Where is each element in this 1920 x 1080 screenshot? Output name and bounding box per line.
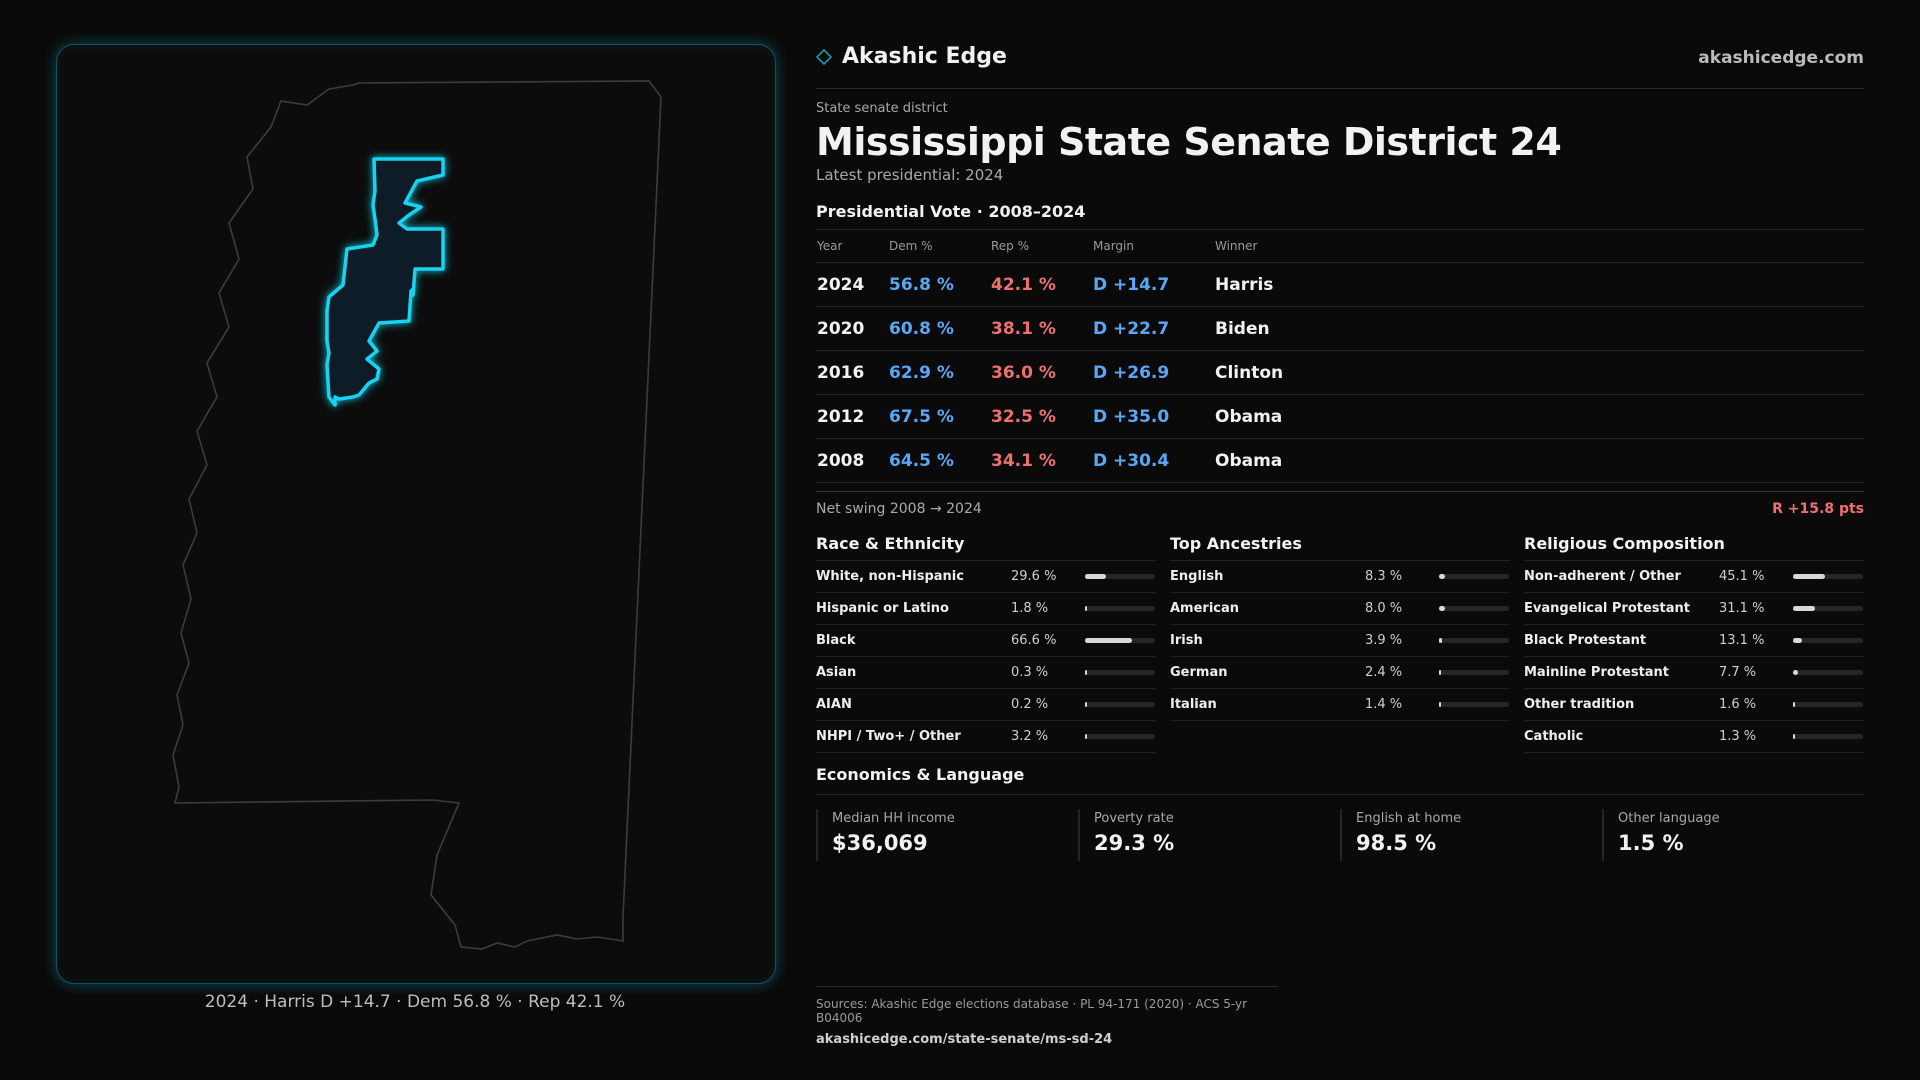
economics-title: Economics & Language <box>816 765 1025 784</box>
race-bar <box>1085 734 1155 739</box>
religion-bar-fill <box>1793 670 1798 675</box>
stat-label: Other language <box>1618 811 1720 826</box>
stat-other-language <box>1602 809 1864 861</box>
race-value: 29.6 % <box>1011 569 1057 584</box>
row-rep: 42.1 % <box>990 263 1092 307</box>
race-label: Black <box>816 633 856 648</box>
ancestry-row <box>1170 689 1510 721</box>
col-dem: Dem % <box>888 230 990 263</box>
table-row <box>816 351 1864 395</box>
economics-stats <box>816 809 1864 861</box>
row-year: 2012 <box>816 395 888 439</box>
religion-label: Evangelical Protestant <box>1524 601 1690 616</box>
brand-url-link[interactable]: akashicedge.com <box>1698 48 1864 68</box>
ancestry-bar-fill <box>1439 670 1441 675</box>
row-year: 2020 <box>816 307 888 351</box>
race-bar-fill <box>1085 638 1132 643</box>
ancestry-list <box>1170 561 1510 721</box>
ancestry-value: 8.3 % <box>1365 569 1403 584</box>
net-swing-value: R +15.8 pts <box>1772 501 1864 517</box>
row-winner: Harris <box>1214 263 1864 307</box>
ancestry-bar-fill <box>1439 574 1445 579</box>
religion-row <box>1524 561 1864 593</box>
stat-label: Median HH income <box>832 811 955 826</box>
religion-value: 31.1 % <box>1719 601 1765 616</box>
stat-value: 1.5 % <box>1618 831 1684 855</box>
vote-table <box>816 230 1864 483</box>
table-row <box>816 307 1864 351</box>
race-title: Race & Ethnicity <box>816 528 1156 561</box>
religion-row <box>1524 689 1864 721</box>
brand-name: Akashic Edge <box>842 44 1007 69</box>
religion-title: Religious Composition <box>1524 528 1864 561</box>
col-year: Year <box>816 230 888 263</box>
row-rep: 34.1 % <box>990 439 1092 483</box>
row-winner: Obama <box>1214 395 1864 439</box>
religion-label: Other tradition <box>1524 697 1635 712</box>
brand[interactable] <box>816 44 1007 69</box>
ancestry-value: 2.4 % <box>1365 665 1403 680</box>
diamond-icon <box>816 49 832 65</box>
religion-bar-fill <box>1793 606 1815 611</box>
religion-bar <box>1793 574 1863 579</box>
religion-row <box>1524 657 1864 689</box>
col-margin: Margin <box>1092 230 1214 263</box>
stat-value: 98.5 % <box>1356 831 1437 855</box>
race-bar <box>1085 670 1155 675</box>
religion-value: 7.7 % <box>1719 665 1757 680</box>
top-ancestries <box>1170 528 1510 753</box>
sources-text: Sources: Akashic Edge elections database · PL 94-171 (2020) · ACS 5-yr B04006 <box>816 997 1248 1025</box>
race-bar <box>1085 638 1155 643</box>
ancestry-value: 3.9 % <box>1365 633 1403 648</box>
map-panel[interactable] <box>56 44 776 984</box>
stat-label: English at home <box>1356 811 1462 826</box>
race-row <box>816 625 1156 657</box>
row-year: 2008 <box>816 439 888 483</box>
religion-value: 13.1 % <box>1719 633 1765 648</box>
religion-label: Catholic <box>1524 729 1584 744</box>
race-bar <box>1085 606 1155 611</box>
ancestry-bar <box>1439 702 1509 707</box>
stat-label: Poverty rate <box>1094 811 1174 826</box>
race-row <box>816 689 1156 721</box>
race-ethnicity <box>816 528 1156 753</box>
race-list <box>816 561 1156 753</box>
row-dem: 62.9 % <box>888 351 990 395</box>
row-dem: 64.5 % <box>888 439 990 483</box>
race-label: Asian <box>816 665 857 680</box>
vote-table-header <box>816 230 1864 263</box>
ancestry-row <box>1170 625 1510 657</box>
ancestry-row <box>1170 593 1510 625</box>
race-label: AIAN <box>816 697 852 712</box>
page-title: Mississippi State Senate District 24 <box>816 120 1562 164</box>
race-bar <box>1085 702 1155 707</box>
religion-bar <box>1793 734 1863 739</box>
net-swing-label: Net swing 2008 → 2024 <box>816 501 982 517</box>
ancestry-bar-fill <box>1439 606 1445 611</box>
row-dem: 60.8 % <box>888 307 990 351</box>
vote-section-heading <box>816 202 1864 230</box>
race-bar-fill <box>1085 574 1106 579</box>
economics-heading <box>816 765 1864 795</box>
race-value: 3.2 % <box>1011 729 1049 744</box>
race-row <box>816 657 1156 689</box>
row-rep: 32.5 % <box>990 395 1092 439</box>
stat-value: $36,069 <box>832 831 928 855</box>
religion-label: Non-adherent / Other <box>1524 569 1681 584</box>
row-rep: 36.0 % <box>990 351 1092 395</box>
religion-row <box>1524 721 1864 753</box>
ancestry-label: Italian <box>1170 697 1217 712</box>
row-rep: 38.1 % <box>990 307 1092 351</box>
source-url-link[interactable]: akashicedge.com/state-senate/ms-sd-24 <box>816 1032 1113 1047</box>
religion-label: Black Protestant <box>1524 633 1647 648</box>
ancestry-value: 8.0 % <box>1365 601 1403 616</box>
race-label: NHPI / Two+ / Other <box>816 729 961 744</box>
stat-poverty-rate <box>1078 809 1340 861</box>
race-value: 1.8 % <box>1011 601 1049 616</box>
brand-bar <box>816 44 1864 89</box>
race-value: 0.3 % <box>1011 665 1049 680</box>
page-kicker: State senate district <box>816 101 948 116</box>
row-winner: Clinton <box>1214 351 1864 395</box>
religion-value: 1.6 % <box>1719 697 1757 712</box>
religion-bar <box>1793 702 1863 707</box>
detail-panel <box>816 44 1864 861</box>
religion-bar-fill <box>1793 574 1825 579</box>
row-margin: D +35.0 <box>1092 395 1214 439</box>
religion-row <box>1524 625 1864 657</box>
race-label: Hispanic or Latino <box>816 601 949 616</box>
ancestry-row <box>1170 561 1510 593</box>
ancestry-bar-fill <box>1439 638 1442 643</box>
religious-composition <box>1524 528 1864 753</box>
race-value: 0.2 % <box>1011 697 1049 712</box>
row-year: 2024 <box>816 263 888 307</box>
net-swing <box>816 491 1864 526</box>
race-label: White, non-Hispanic <box>816 569 964 584</box>
ancestry-label: English <box>1170 569 1224 584</box>
ancestry-bar <box>1439 574 1509 579</box>
religion-bar-fill <box>1793 638 1802 643</box>
col-winner: Winner <box>1214 230 1864 263</box>
race-row <box>816 593 1156 625</box>
religion-row <box>1524 593 1864 625</box>
ancestry-row <box>1170 657 1510 689</box>
district-outline[interactable] <box>327 159 443 405</box>
race-bar-fill <box>1085 670 1087 675</box>
race-bar-fill <box>1085 606 1087 611</box>
race-row <box>816 721 1156 753</box>
religion-bar <box>1793 670 1863 675</box>
col-rep: Rep % <box>990 230 1092 263</box>
demographics <box>816 528 1864 753</box>
row-margin: D +30.4 <box>1092 439 1214 483</box>
race-value: 66.6 % <box>1011 633 1057 648</box>
religion-bar <box>1793 606 1863 611</box>
ancestry-bar <box>1439 606 1509 611</box>
stat-value: 29.3 % <box>1094 831 1175 855</box>
state-map[interactable] <box>57 45 775 983</box>
table-row <box>816 395 1864 439</box>
religion-bar-fill <box>1793 702 1795 707</box>
vote-heading: Presidential Vote · 2008–2024 <box>816 202 1086 221</box>
religion-value: 45.1 % <box>1719 569 1765 584</box>
religion-list <box>1524 561 1864 753</box>
ancestry-bar-fill <box>1439 702 1441 707</box>
row-winner: Biden <box>1214 307 1864 351</box>
table-row <box>816 439 1864 483</box>
row-margin: D +14.7 <box>1092 263 1214 307</box>
ancestry-value: 1.4 % <box>1365 697 1403 712</box>
religion-label: Mainline Protestant <box>1524 665 1670 680</box>
row-dem: 56.8 % <box>888 263 990 307</box>
stat-median-income <box>816 809 1078 861</box>
ancestry-label: American <box>1170 601 1240 616</box>
ancestry-title: Top Ancestries <box>1170 528 1510 561</box>
ancestry-label: Irish <box>1170 633 1203 648</box>
religion-value: 1.3 % <box>1719 729 1757 744</box>
religion-bar-fill <box>1793 734 1795 739</box>
race-bar-fill <box>1085 734 1087 739</box>
ancestry-bar <box>1439 638 1509 643</box>
religion-bar <box>1793 638 1863 643</box>
row-dem: 67.5 % <box>888 395 990 439</box>
race-row <box>816 561 1156 593</box>
footer <box>816 986 1278 1047</box>
map-caption: 2024 · Harris D +14.7 · Dem 56.8 % · Rep 42.1 % <box>204 992 626 1012</box>
row-year: 2016 <box>816 351 888 395</box>
ancestry-bar <box>1439 670 1509 675</box>
stat-english-at-home <box>1340 809 1602 861</box>
table-row <box>816 263 1864 307</box>
ancestry-label: German <box>1170 665 1228 680</box>
row-margin: D +22.7 <box>1092 307 1214 351</box>
page-subtitle: Latest presidential: 2024 <box>816 166 1004 184</box>
row-margin: D +26.9 <box>1092 351 1214 395</box>
race-bar <box>1085 574 1155 579</box>
row-winner: Obama <box>1214 439 1864 483</box>
race-bar-fill <box>1085 702 1087 707</box>
